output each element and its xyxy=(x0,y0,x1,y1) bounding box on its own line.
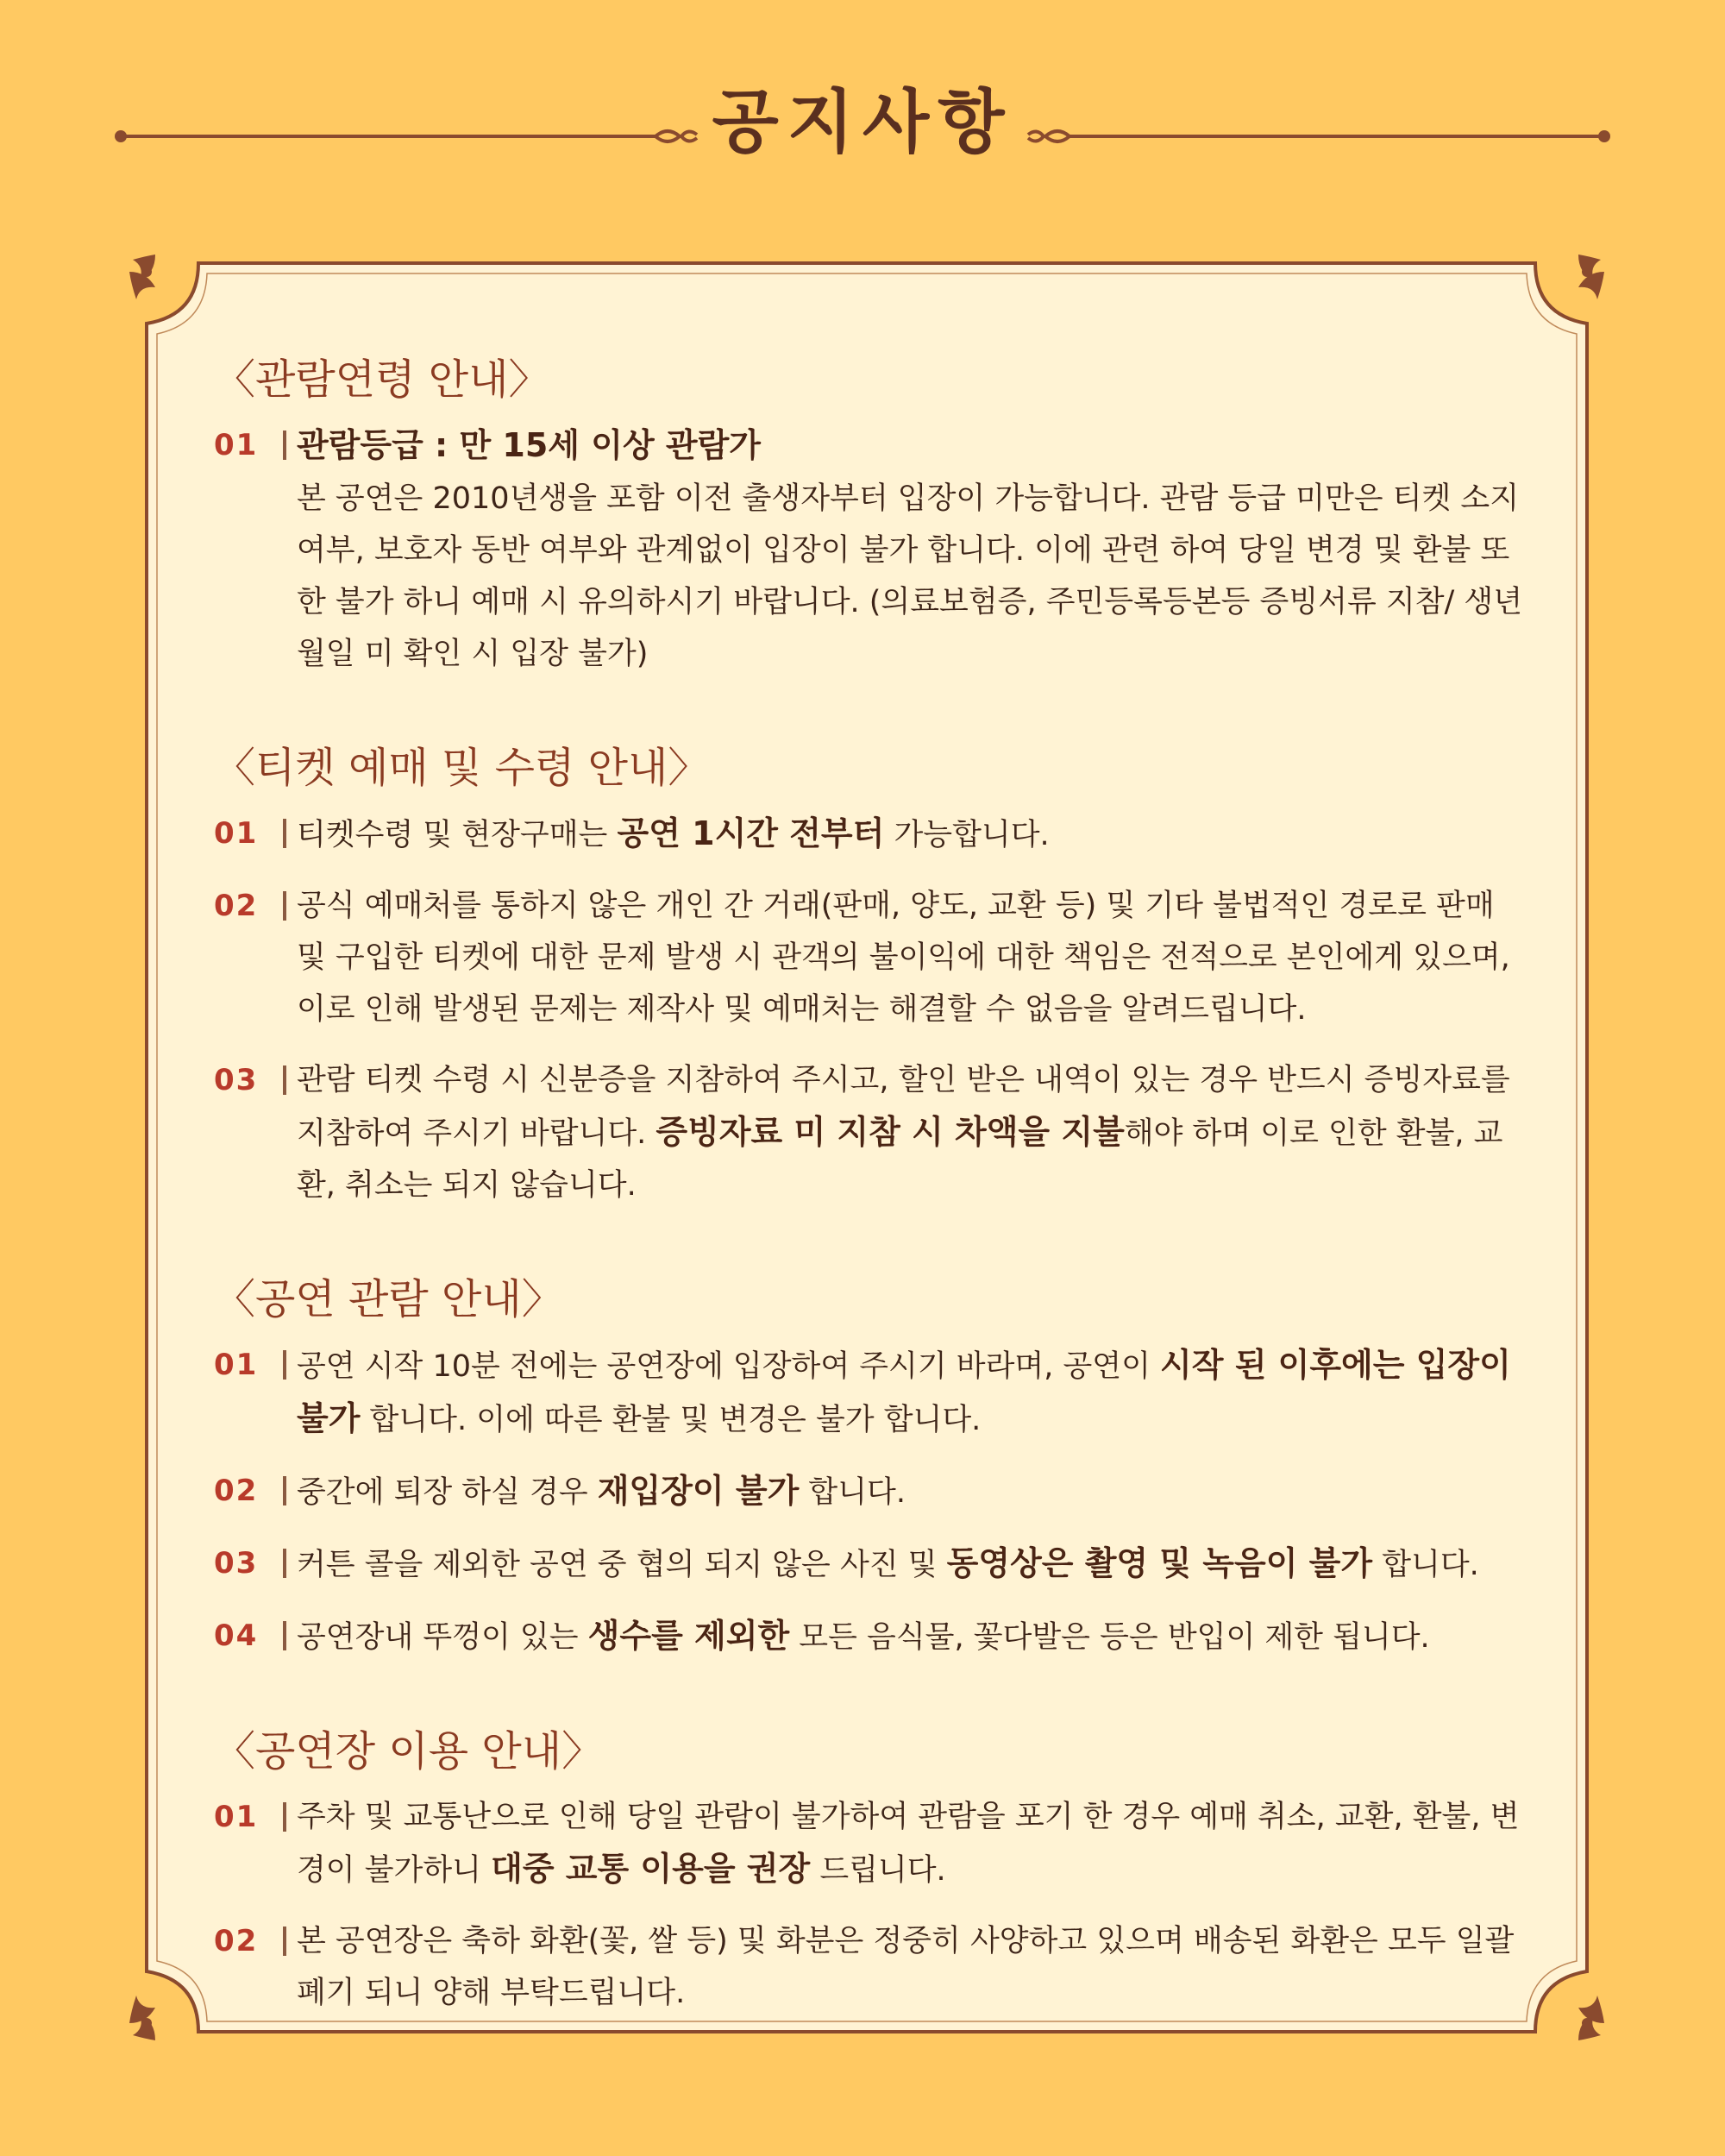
body-text: 공연장내 뚜껑이 있는 xyxy=(297,1620,588,1655)
item-number: 03 xyxy=(214,1546,259,1581)
item-divider xyxy=(283,891,286,921)
emphasis-text: 생수를 제외한 xyxy=(587,1617,790,1655)
body-text: 합니다. xyxy=(799,1475,906,1510)
item-number: 01 xyxy=(214,428,259,462)
item-text xyxy=(297,880,1525,1035)
item-divider xyxy=(283,1549,286,1578)
body-text: 합니다. xyxy=(1372,1548,1479,1582)
body-text: 드립니다. xyxy=(810,1853,946,1888)
section-spacer xyxy=(214,1682,1525,1717)
notice-item xyxy=(214,1610,1525,1663)
notice-section xyxy=(214,733,1525,1211)
body-text: 본 공연장은 축하 화환(꽃, 쌀 등) 및 화분은 정중히 사양하고 있으며 배송된 화환은 모두 일괄 폐기 되니 양해 부탁드립니다. xyxy=(297,1924,1515,2010)
item-number: 01 xyxy=(214,1348,259,1382)
notice-item xyxy=(214,1465,1525,1518)
item-number: 02 xyxy=(214,889,259,923)
body-text: 모든 음식물, 꽃다발은 등은 반입이 제한 됩니다. xyxy=(789,1620,1430,1655)
body-text: 공연 시작 10분 전에는 공연장에 입장하여 주시기 바라며, 공연이 xyxy=(297,1349,1161,1384)
emphasis-text: 관람등급 : 만 15세 이상 관람가 xyxy=(297,426,762,464)
item-number: 02 xyxy=(214,1474,259,1508)
item-text xyxy=(297,1915,1525,2019)
notice-item xyxy=(214,1791,1525,1896)
notice-item xyxy=(214,1915,1525,2019)
item-divider xyxy=(283,1802,286,1832)
item-text xyxy=(297,1791,1525,1896)
body-text: 티켓수령 및 현장구매는 xyxy=(297,818,618,852)
body-text: 가능합니다. xyxy=(884,818,1050,852)
item-text xyxy=(297,808,1525,861)
notice-section xyxy=(214,1717,1525,2019)
body-text: 합니다. 이에 따른 환불 및 변경은 불가 합니다. xyxy=(360,1403,982,1437)
emphasis-text: 증빙자료 미 지참 시 차액을 지불 xyxy=(656,1113,1125,1151)
item-text xyxy=(297,1465,1525,1518)
item-divider xyxy=(283,819,286,848)
item-divider xyxy=(283,1927,286,1956)
body-text: 중간에 퇴장 하실 경우 xyxy=(297,1475,598,1510)
notice-item xyxy=(214,808,1525,861)
section-title: 〈티켓 예매 및 수령 안내〉 xyxy=(214,744,710,792)
section-title: 〈관람연령 안내〉 xyxy=(214,355,550,404)
item-text xyxy=(297,1339,1525,1446)
notice-item xyxy=(214,880,1525,1035)
item-divider xyxy=(283,1476,286,1505)
item-text xyxy=(297,1054,1525,1211)
emphasis-text: 시작 된 이후에는 입장이 불가 xyxy=(297,1346,1511,1437)
section-spacer xyxy=(214,699,1525,733)
notice-item xyxy=(214,419,1525,680)
item-number: 01 xyxy=(214,816,259,851)
item-divider xyxy=(283,1621,286,1650)
item-number: 03 xyxy=(214,1063,259,1097)
body-text: 주차 및 교통난으로 인해 당일 관람이 불가하여 관람을 포기 한 경우 예매 취소, 교환, 환불, 변경이 불가하니 xyxy=(297,1800,1520,1888)
notice-content xyxy=(214,345,1525,2038)
body-text: 본 공연은 2010년생을 포함 이전 출생자부터 입장이 가능합니다. 관람 등급 미만은 티켓 소지 여부, 보호자 동반 여부와 관계없이 입장이 불가 합니다. 이에 관련 하여 당일 변경 및 환불 또한 불가 하니 예매 시 유의하시기 바랍니다. (의료보험증, 주민등록등본등 증빙서류 지참/ 생년월일 미 확인 시 입장 불가) xyxy=(297,481,1523,671)
emphasis-text: 재입장이 불가 xyxy=(597,1472,800,1510)
emphasis-text: 공연 1시간 전부터 xyxy=(617,814,885,852)
section-title: 〈공연장 이용 안내〉 xyxy=(214,1727,604,1776)
item-number: 02 xyxy=(214,1924,259,1958)
item-text xyxy=(297,1537,1525,1591)
notice-item xyxy=(214,1537,1525,1591)
item-divider xyxy=(283,431,286,460)
notice-item xyxy=(214,1054,1525,1211)
notice-section xyxy=(214,1265,1525,1663)
body-text: 해야 하며 이로 인한 환불, 교환, 취소는 되지 않습니다. xyxy=(297,1116,1503,1203)
body-text: 공식 예매처를 통하지 않은 개인 간 거래(판매, 양도, 교환 등) 및 기타 불법적인 경로로 판매 및 구입한 티켓에 대한 문제 발생 시 관객의 불이익에 대한 책임은 전적으로 본인에게 있으며, 이로 인해 발생된 문제는 제작사 및 예매처는 해결할 수 없음을 알려드립니다. xyxy=(297,889,1510,1027)
page-title: 공지사항 xyxy=(712,82,1013,162)
item-number: 04 xyxy=(214,1619,259,1653)
page-header xyxy=(0,0,1725,198)
item-divider xyxy=(283,1065,286,1095)
item-text xyxy=(297,419,1525,680)
item-divider xyxy=(283,1350,286,1380)
item-text xyxy=(297,1610,1525,1663)
notice-item xyxy=(214,1339,1525,1446)
section-title: 〈공연 관람 안내〉 xyxy=(214,1275,563,1323)
emphasis-text: 동영상은 촬영 및 녹음이 불가 xyxy=(946,1544,1373,1582)
section-spacer xyxy=(214,1230,1525,1265)
item-number: 01 xyxy=(214,1800,259,1834)
body-text: 관람 티켓 수령 시 신분증을 지참하여 주시고, 할인 받은 내역이 있는 경우 반드시 증빙자료를 지참하여 주시기 바랍니다. xyxy=(297,1063,1510,1151)
body-text: 커튼 콜을 제외한 공연 중 협의 되지 않은 사진 및 xyxy=(297,1548,947,1582)
notice-section xyxy=(214,345,1525,680)
emphasis-text: 대중 교통 이용을 권장 xyxy=(491,1850,811,1888)
